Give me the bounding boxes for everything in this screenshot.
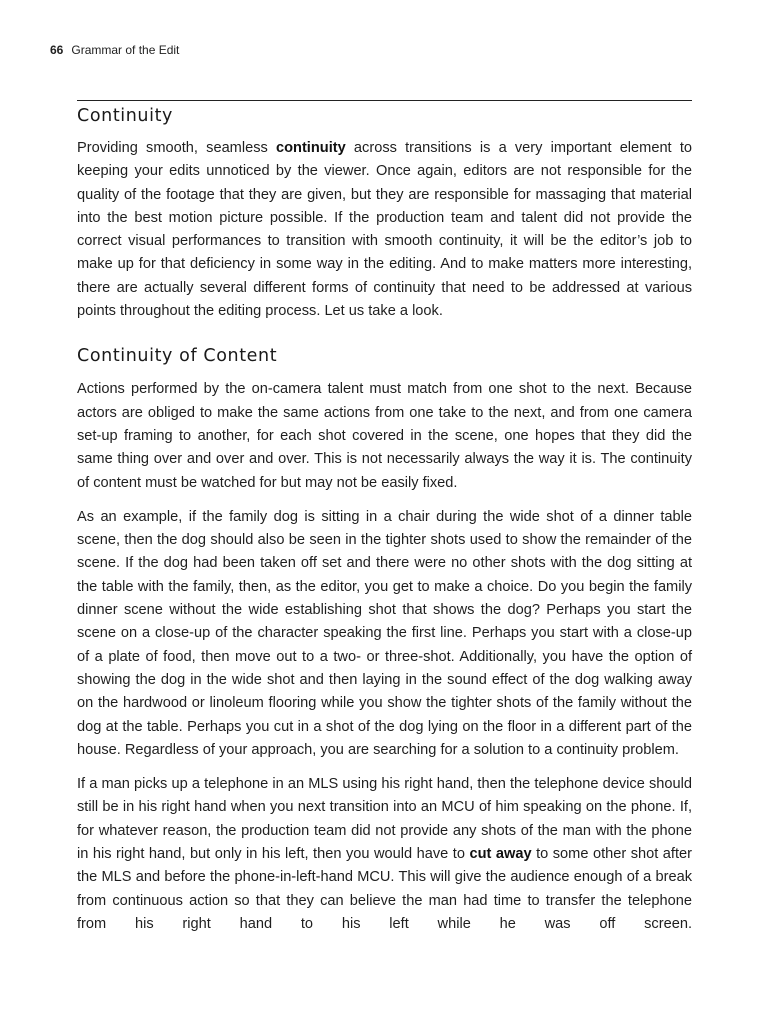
heading-continuity-of-content: Continuity of Content — [77, 346, 278, 367]
book-title: Grammar of the Edit — [71, 43, 180, 57]
page-number: 66 — [50, 43, 64, 57]
section-divider — [77, 100, 692, 101]
paragraph-continuity-intro — [77, 137, 692, 323]
paragraph-content-telephone-example — [77, 773, 692, 936]
text-run: Providing smooth, seamless — [77, 140, 276, 156]
page-body — [77, 102, 692, 936]
heading-continuity: Continuity — [77, 106, 174, 126]
text-run: to some other shot after the MLS and before the phone-in-left-hand MCU. This will give the audience enough of a break from continuous action so that they can believe the man had time to transfer the telephone from his right hand to his left while he was off screen. — [77, 846, 693, 932]
paragraph-content-dog-example: As an example, if the family dog is sitting in a chair during the wide shot of a dinner table scene, then the dog should also be seen in the tighter shots used to show the remainder of the scene. If the dog had been taken off set and there were no other shots with the dog sitting at the table with the family, then, as the editor, you get to make a choice. Do you begin the family dinner scene without the wide establishing shot that shows the dog? Perhaps you start the scene on a close-up of the character speaking the first line. Perhaps you start with a close-up of a plate of food, then move out to a two- or three-shot. Additionally, you have the option of showing the dog in the wide shot and then laying in the sound effect of the dog walking away on the hardwood or linoleum flooring while you show the tighter shots of the family without the dog at the table. Perhaps you cut in a shot of the dog lying on the floor in a different part of the house. Regardless of your approach, you are searching for a solution to a continuity problem. — [77, 508, 692, 758]
paragraph-content-actions: Actions performed by the on-camera talent must match from one shot to the next. Because actors are obliged to make the same actions from one take to the next, and from one camera set-up framing to another, for each shot covered in the scene, one hopes that they did the same thing over and over and over. This is not necessarily always the way it is. The continuity of content must be watched for but may not be easily fixed. — [77, 381, 692, 491]
running-head — [50, 42, 179, 58]
text-run: If a man picks up a telephone in an MLS using his right hand, then the telephone device should still be in his right hand when you next transition into an MCU of him speaking on the phone. If, for whatever reason, the production team did not provide any shots of the man with the phone in his right hand, but only in his left, then you would have to — [77, 776, 692, 863]
key-term-cut-away: cut away — [469, 846, 532, 863]
key-term-continuity: continuity — [276, 140, 346, 156]
text-run: across transitions is a very important element to keeping your edits unnoticed by the viewer. Once again, editors are not responsible for the quality of the footage that they are given, but they are responsible for massaging that material into the best motion picture possible. If the production team and talent did not provide the correct visual performances to transition with smooth continuity, it will be the editor’s job to make up for that deficiency in some way in the editing. And to make matters more interesting, there are actually several different forms of continuity that need to be addressed at various points throughout the editing process. Let us take a look. — [77, 140, 692, 320]
